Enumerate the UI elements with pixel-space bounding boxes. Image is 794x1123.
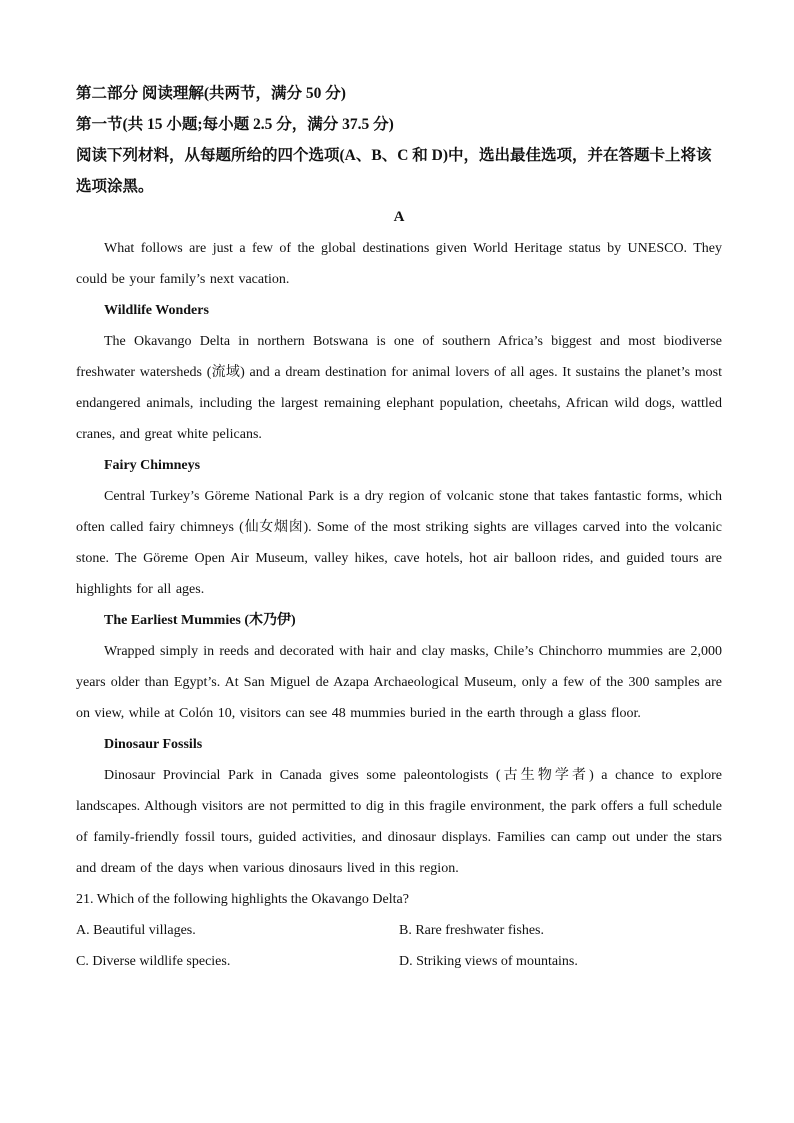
- exam-page: [76, 78, 722, 977]
- option-a[interactable]: A. Beautiful villages.: [76, 923, 196, 938]
- section-heading-dinosaur: Dinosaur Fossils: [104, 737, 203, 752]
- option-d[interactable]: D. Striking views of mountains.: [399, 954, 578, 969]
- option-c[interactable]: C. Diverse wildlife species.: [76, 954, 231, 969]
- passage-label: A: [393, 209, 405, 225]
- part-heading: 第二部分 阅读理解(共两节，满分 50 分): [76, 85, 346, 102]
- section-text-fairy-chimneys: Central Turkey’s Göreme National Park is a dry region of volcanic stone that takes fantastic forms, which often called fairy chimneys (仙女烟囱). Some of the most striking sights are villages carved into the volcanic stone. The Göreme Open Air Museum, valley hikes, cave hotels, hot air balloon rides, and guided tours are highlights for all ages.: [76, 489, 722, 597]
- question-stem: 21. Which of the following highlights the Okavango Delta?: [76, 892, 409, 907]
- section-heading-fairy-chimneys: Fairy Chimneys: [104, 458, 201, 473]
- answer-options: [76, 915, 722, 977]
- section-text-wildlife: The Okavango Delta in northern Botswana is one of southern Africa’s biggest and most biodiverse freshwater watersheds (流域) and a dream destination for animal lovers of all ages. It sustains the planet’s most endangered animals, including the largest remaining elephant population, cheetahs, African wild dogs, wattled cranes, and great white pelicans.: [76, 334, 722, 442]
- option-b[interactable]: B. Rare freshwater fishes.: [399, 923, 545, 938]
- passage-intro: What follows are just a few of the global destinations given World Heritage status by UNESCO. They could be your family’s next vacation.: [76, 241, 722, 287]
- instructions: 阅读下列材料，从每题所给的四个选项(A、B、C 和 D)中，选出最佳选项，并在答题卡上将该选项涂黑。: [76, 147, 712, 195]
- section-text-dinosaur: Dinosaur Provincial Park in Canada gives some paleontologists (古生物学者) a chance to explore landscapes. Although visitors are not permitted to dig in this fragile environment, the park offers a full schedule of family-friendly fossil tours, guided activities, and dinosaur displays. Families can camp out under the stars and dream of the days when various dinosaurs lived in this region.: [76, 768, 722, 876]
- section-heading-wildlife: Wildlife Wonders: [104, 303, 209, 318]
- section-text-mummies: Wrapped simply in reeds and decorated with hair and clay masks, Chile’s Chinchorro mummies are 2,000 years older than Egypt’s. At San Miguel de Azapa Archaeological Museum, only a few of the 300 samples are on view, while at Colón 10, visitors can see 48 mummies buried in the earth through a glass floor.: [76, 644, 722, 721]
- section-heading: 第一节(共 15 小题;每小题 2.5 分，满分 37.5 分): [76, 116, 394, 133]
- section-heading-mummies: The Earliest Mummies (木乃伊): [104, 613, 296, 628]
